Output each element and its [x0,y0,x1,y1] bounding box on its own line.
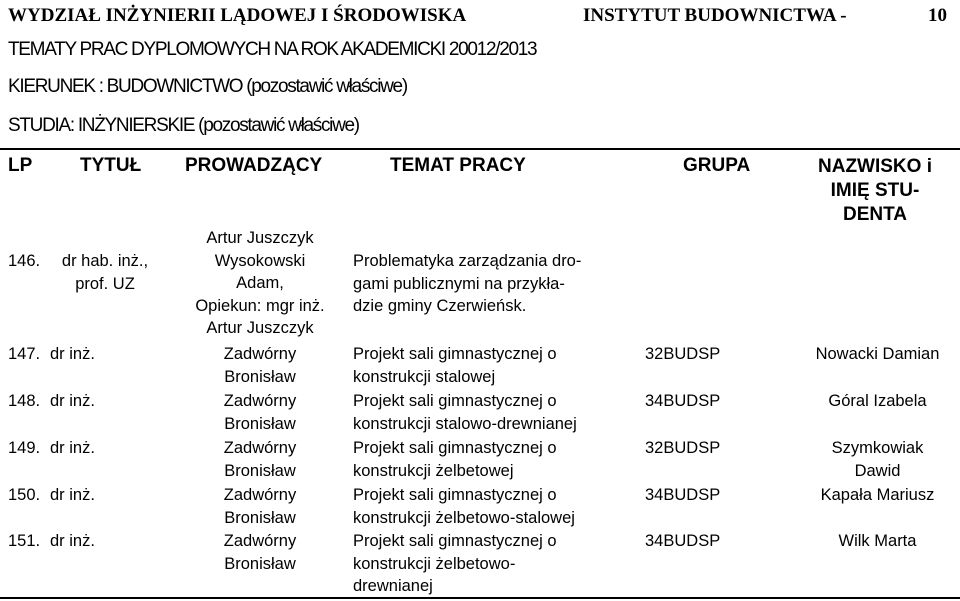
cell-student [795,437,960,482]
cell-student-line: Dawid [854,461,901,480]
column-header-lp: LP [8,155,33,176]
cell-title: dr inż. [50,532,95,550]
row-146-supervisor-line: Opiekun: mgr inż. [195,296,325,315]
column-header-supervisor: PROWADZĄCY [185,155,323,176]
row-146-topic-line: dzie gminy Czerwieńsk. [353,297,527,315]
topics-title: TEMATY PRAC DYPLOMOWYCH NA ROK AKADEMICKI 20012/2013 [8,39,537,60]
study-type: STUDIA: INŻYNIERSKIE (pozostawić właściwe) [8,115,359,136]
cell-topic-line: Projekt sali gimnastycznej o [353,439,557,457]
cell-topic-line: konstrukcji stalowej [353,367,496,386]
cell-supervisor-line: Bronisław [224,367,296,386]
column-header-topic: TEMAT PRACY [390,155,526,176]
row-146-title [50,250,160,295]
cell-lp: 151. [8,532,41,550]
cell-topic-line: konstrukcji żelbetowo-stalowej [353,508,575,527]
row-146-topic-line: Problematyka zarządzania dro- [353,252,582,270]
cell-supervisor [170,390,350,435]
cell-lp: 148. [8,392,41,410]
column-header-student-line: IMIĘ STU- [830,180,920,201]
cell-topic-line: Projekt sali gimnastycznej o [353,532,557,550]
cell-topic [353,530,557,598]
cell-student-line: Szymkowiak [831,439,924,457]
cell-lp: 150. [8,486,41,504]
row-146-topic [353,250,581,318]
cell-student [795,390,960,413]
cell-student-line: Góral Izabela [828,392,927,410]
cell-student-line: Wilk Marta [838,532,917,550]
field-of-study: KIERUNEK : BUDOWNICTWO (pozostawić właściwe) [8,76,407,97]
cell-title: dr inż. [50,439,95,457]
cell-group: 34BUDSP [645,532,721,550]
page-number: 10 [928,5,947,26]
row-146-title-line: dr hab. inż., [61,252,149,270]
cell-supervisor-line: Bronisław [224,554,296,573]
cell-supervisor-line: Bronisław [224,508,296,527]
cell-supervisor-line: Bronisław [224,414,296,433]
table-top-border [0,148,960,150]
cell-student [795,484,960,507]
cell-supervisor-line: Zadwórny [223,486,297,504]
cell-topic-line: Projekt sali gimnastycznej o [353,486,557,504]
cell-group: 32BUDSP [645,345,721,363]
cell-topic-line: konstrukcji żelbetowo- [353,554,516,573]
cell-topic [353,343,557,388]
cell-student [795,343,960,366]
cell-supervisor [170,530,350,575]
cell-topic-line: konstrukcji stalowo-drewnianej [353,414,577,433]
cell-supervisor [170,484,350,529]
row-146-title-line: prof. UZ [75,274,135,293]
column-header-group: GRUPA [683,155,751,176]
cell-supervisor-line: Bronisław [224,461,296,480]
cell-supervisor-line: Zadwórny [223,345,297,363]
cell-supervisor [170,343,350,388]
cell-topic-line: Projekt sali gimnastycznej o [353,392,557,410]
cell-topic [353,484,575,529]
cell-title: dr inż. [50,345,95,363]
row-146-supervisor [170,227,350,340]
faculty-name: WYDZIAŁ INŻYNIERII LĄDOWEJ I ŚRODOWISKA [8,5,467,26]
institute-name: INSTYTUT BUDOWNICTWA - [583,5,847,26]
cell-student-line: Nowacki Damian [815,345,940,363]
cell-title: dr inż. [50,392,95,410]
row-146-topic-line: gami publicznymi na przykła- [353,274,565,293]
cell-group: 34BUDSP [645,392,721,410]
cell-group: 32BUDSP [645,439,721,457]
cell-topic-line: konstrukcji żelbetowej [353,461,514,480]
cell-student [795,530,960,553]
cell-topic [353,390,577,435]
cell-student-line: Kapała Mariusz [820,486,935,504]
cell-supervisor [170,437,350,482]
row-146-supervisor-line: Wysokowski [214,251,306,270]
cell-group: 34BUDSP [645,486,721,504]
cell-title: dr inż. [50,486,95,504]
cell-topic [353,437,557,482]
row-146-supervisor-line: Adam, [236,274,284,292]
row-146-supervisor-line: Artur Juszczyk [206,229,314,247]
cell-lp: 149. [8,439,41,457]
column-header-student [800,155,950,227]
cell-topic-line: drewnianej [353,577,433,595]
cell-supervisor-line: Zadwórny [223,439,297,457]
row-146-lp: 146. [8,252,41,270]
column-header-student-line: NAZWISKO i [818,156,932,177]
table-bottom-border [0,597,960,599]
cell-supervisor-line: Zadwórny [223,532,297,550]
cell-topic-line: Projekt sali gimnastycznej o [353,345,557,363]
column-header-student-line: DENTA [842,204,908,225]
column-header-title: TYTUŁ [80,155,142,176]
cell-lp: 147. [8,345,41,363]
cell-supervisor-line: Zadwórny [223,392,297,410]
row-146-supervisor-line: Artur Juszczyk [206,319,314,337]
